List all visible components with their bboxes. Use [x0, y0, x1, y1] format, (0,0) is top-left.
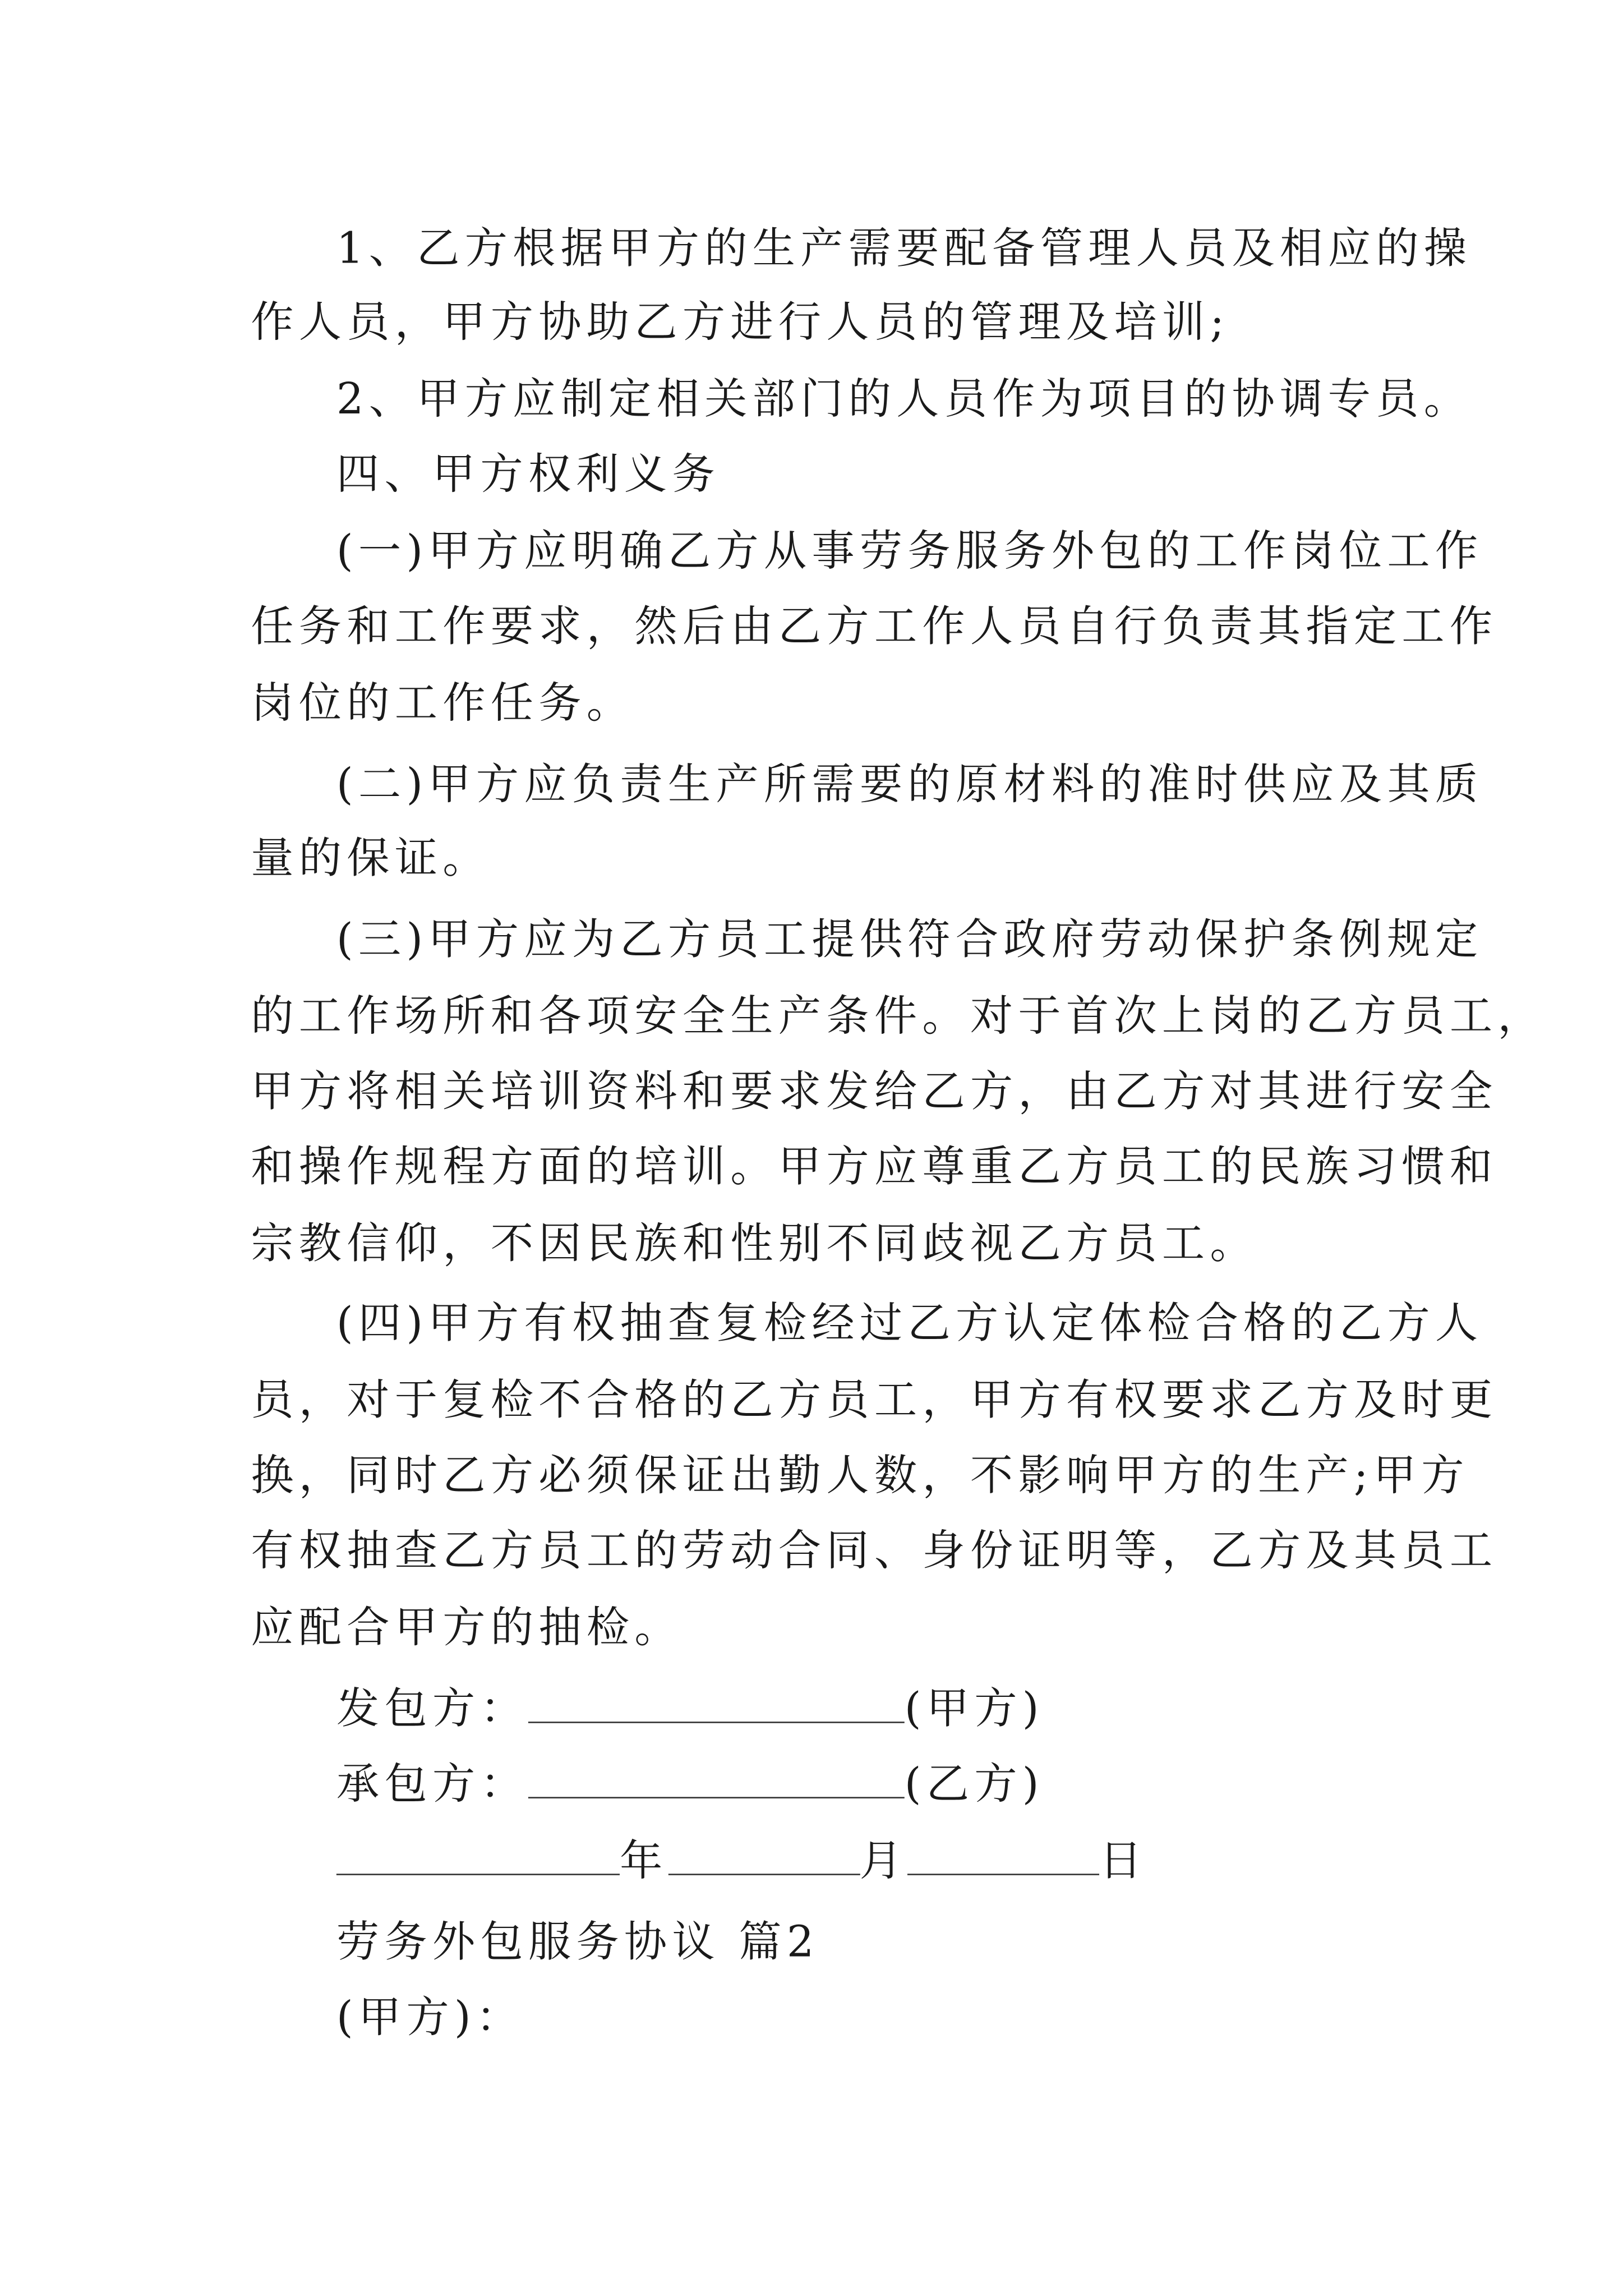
clause-3-line-5: 宗教信仰，不因民族和性别不同歧视乙方员工。 — [251, 1218, 1258, 1269]
clause-3-line-2: 的工作场所和各项安全生产条件。对于首次上岗的乙方员工， — [251, 991, 1546, 1041]
clause-2-line-2: 量的保证。 — [251, 832, 491, 884]
item-1-line-1: 1、乙方根据甲方的生产需要配备管理人员及相应的操 — [336, 223, 1472, 273]
clause-2-line-1: (二)甲方应负责生产所需要的原材料的准时供应及其质 — [336, 758, 1483, 809]
clause-1-line-2: 任务和工作要求，然后由乙方工作人员自行负责其指定工作 — [251, 601, 1498, 651]
clause-4-line-1: (四)甲方有权抽查复检经过乙方认定体检合格的乙方人 — [336, 1297, 1483, 1349]
subcontractor-signature-line — [336, 1754, 1044, 1813]
clause-3-line-4: 和操作规程方面的培训。甲方应尊重乙方员工的民族习惯和 — [251, 1141, 1498, 1192]
clause-4-line-3: 换，同时乙方必须保证出勤人数，不影响甲方的生产;甲方 — [251, 1450, 1469, 1501]
clause-1-line-3: 岗位的工作任务。 — [251, 678, 635, 728]
item-2-line-1: 2、甲方应制定相关部门的人员作为项目的协调专员。 — [336, 373, 1472, 424]
subcontractor-label: 承包方： — [336, 1758, 528, 1809]
day-blank[interactable] — [907, 1835, 1099, 1875]
contractor-blank[interactable] — [528, 1683, 905, 1723]
clause-4-line-2: 员，对于复检不合格的乙方员工，甲方有权要求乙方及时更 — [251, 1374, 1498, 1425]
clause-3-line-1: (三)甲方应为乙方员工提供符合政府劳动保护条例规定 — [336, 914, 1483, 964]
clause-4-line-5: 应配合甲方的抽检。 — [251, 1602, 683, 1653]
item-1-line-2: 作人员，甲方协助乙方进行人员的管理及培训; — [251, 297, 1230, 347]
year-blank[interactable] — [336, 1835, 620, 1875]
contractor-label: 发包方： — [336, 1683, 528, 1734]
day-label: 日 — [1099, 1835, 1147, 1886]
month-blank[interactable] — [668, 1835, 860, 1875]
subcontractor-blank[interactable] — [528, 1759, 905, 1798]
contractor-signature-line — [336, 1679, 1044, 1738]
year-label: 年 — [619, 1835, 668, 1886]
section-4-heading: 四、甲方权利义务 — [336, 449, 720, 499]
clause-3-line-3: 甲方将相关培训资料和要求发给乙方，由乙方对其进行安全 — [251, 1066, 1498, 1116]
next-party-label: (甲方)： — [336, 1991, 524, 2042]
contractor-suffix: (甲方) — [904, 1683, 1044, 1734]
month-label: 月 — [859, 1835, 908, 1886]
date-line — [336, 1831, 1147, 1890]
clause-4-line-4: 有权抽查乙方员工的劳动合同、身份证明等，乙方及其员工 — [251, 1525, 1498, 1576]
clause-1-line-1: (一)甲方应明确乙方从事劳务服务外包的工作岗位工作 — [336, 526, 1483, 576]
subcontractor-suffix: (乙方) — [904, 1758, 1044, 1809]
next-agreement-title: 劳务外包服务协议 篇2 — [336, 1916, 819, 1967]
